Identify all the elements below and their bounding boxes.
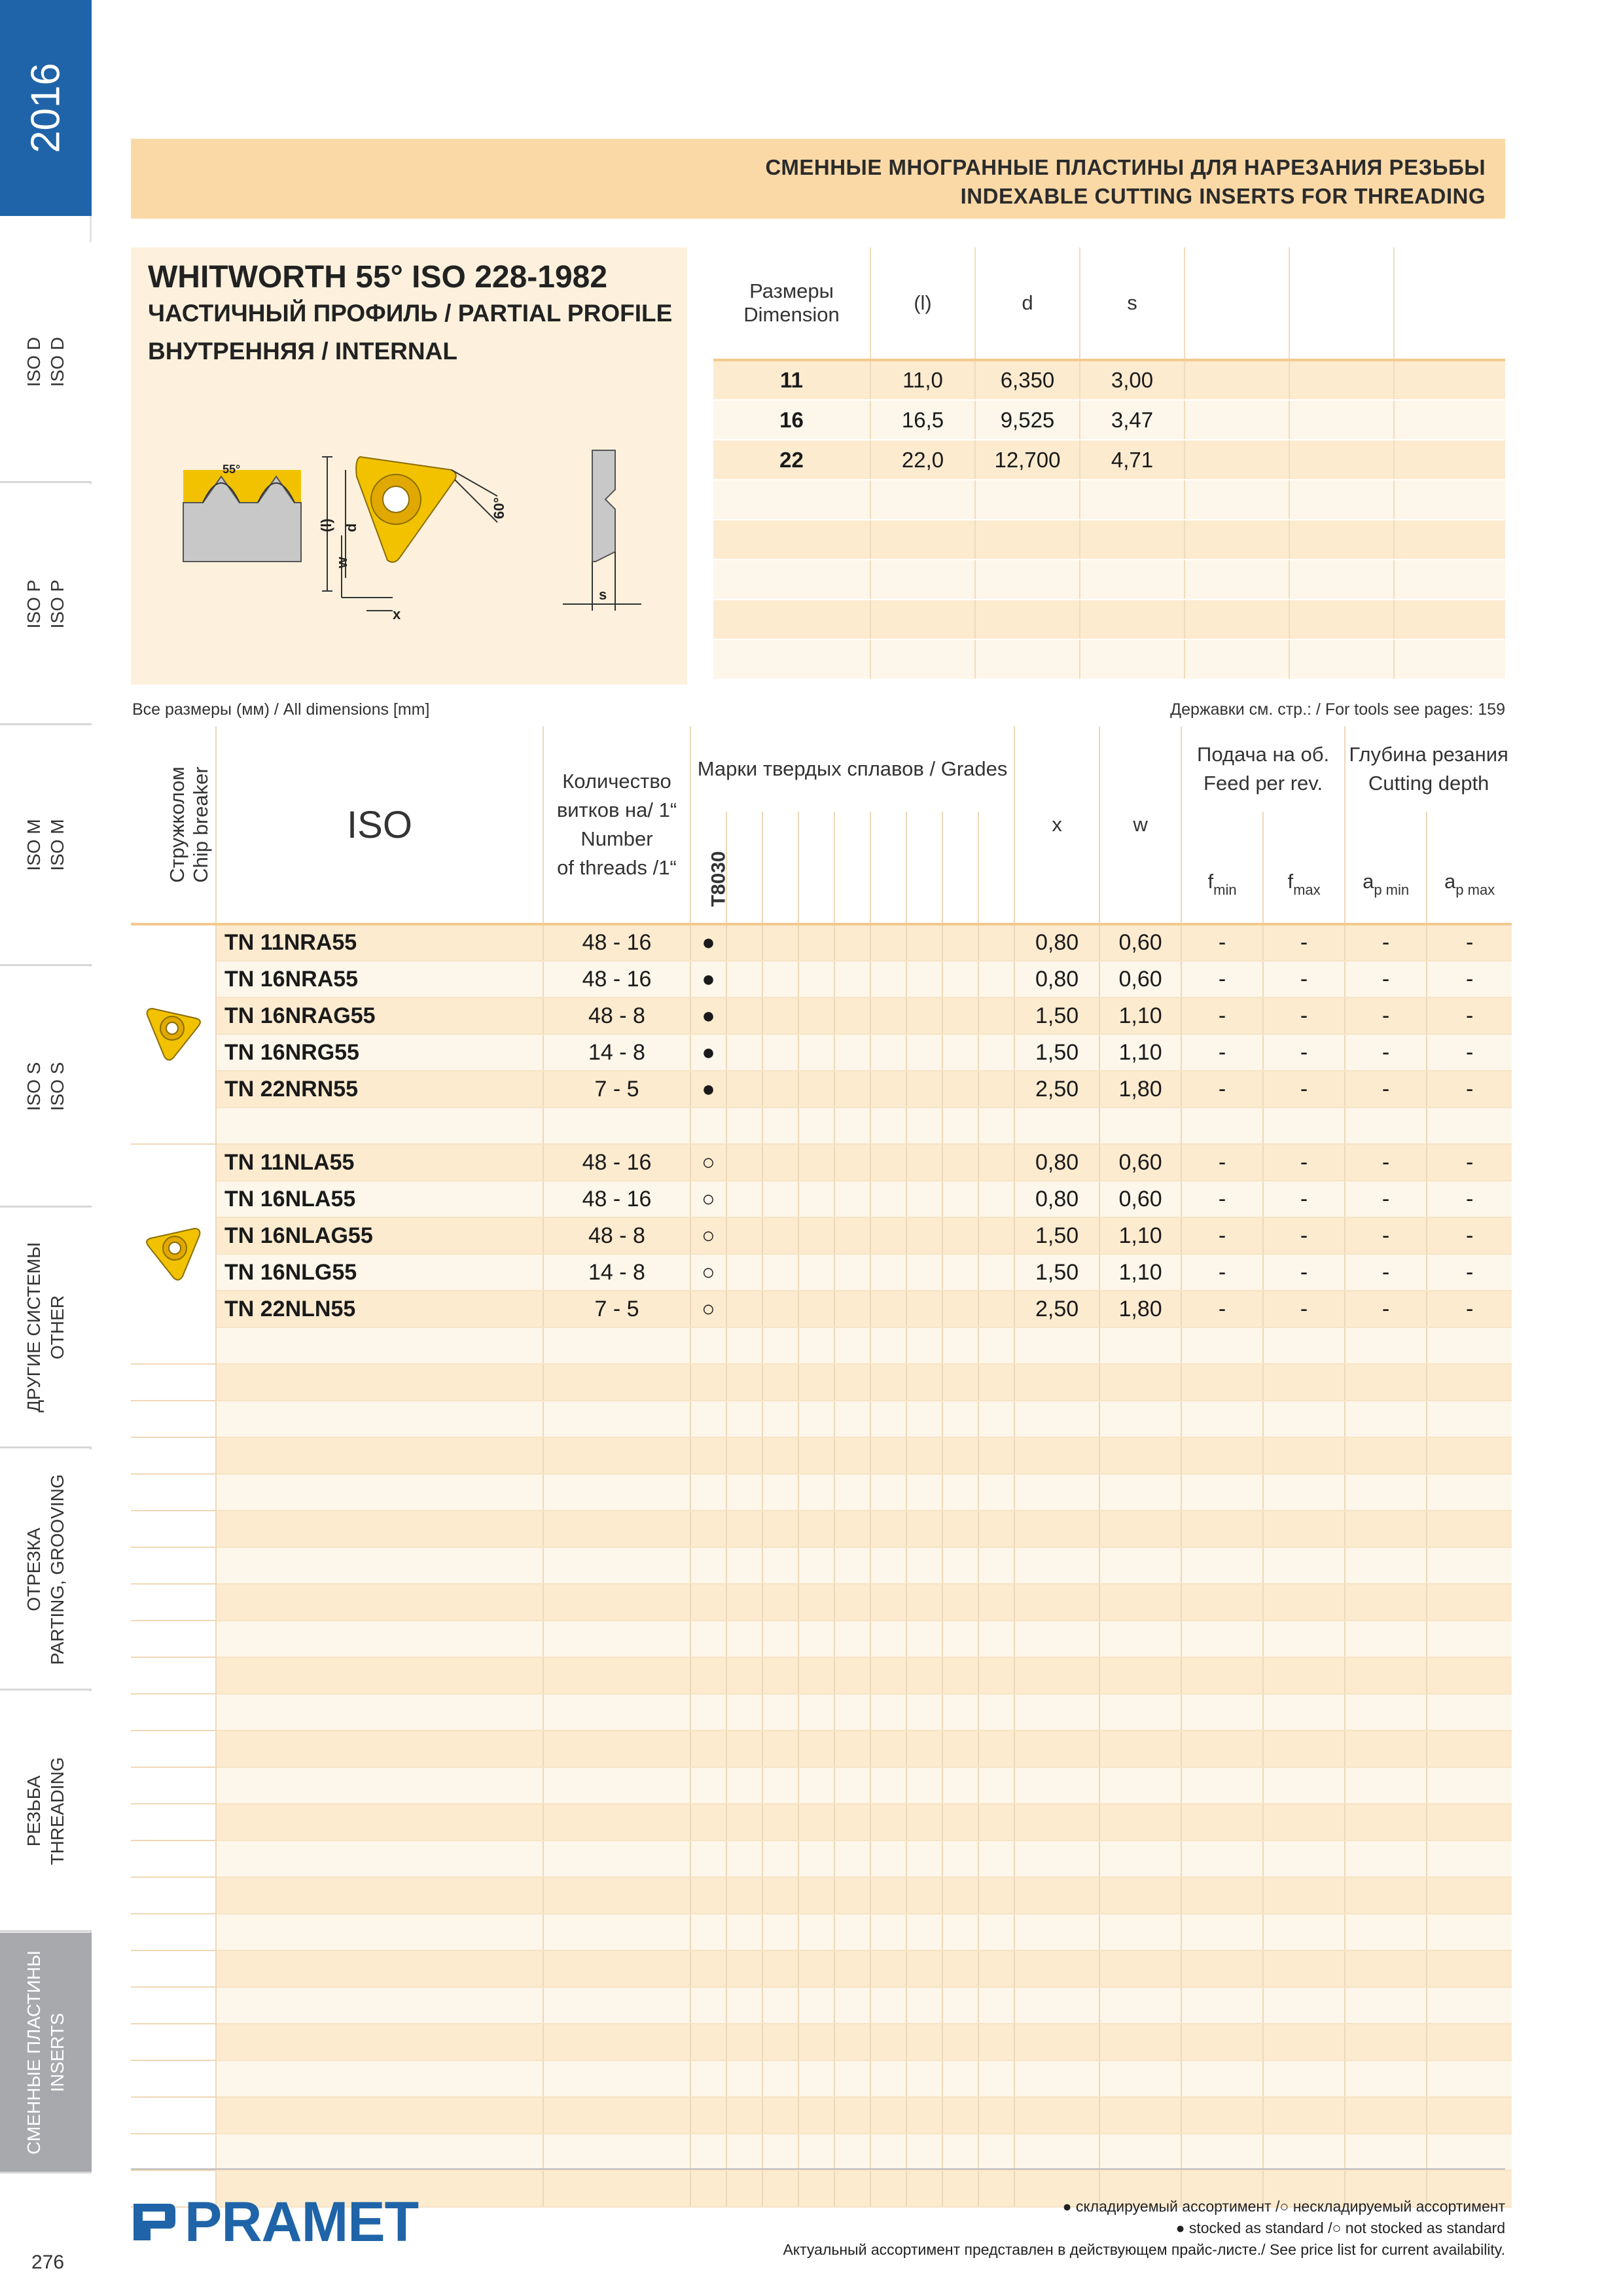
fmax-cell: - <box>1263 1144 1345 1181</box>
w-cell: 1,10 <box>1099 1217 1181 1254</box>
thread-profile-drawing <box>183 463 301 562</box>
empty-row <box>131 1840 1512 1877</box>
threads-cell: 48 - 8 <box>543 997 690 1034</box>
grade-t8030-header: T8030 <box>690 812 726 924</box>
dim-s-label: s <box>599 586 607 603</box>
dimension-cell-l: 16,5 <box>870 400 975 440</box>
apmax-cell: - <box>1427 997 1512 1034</box>
pramet-logo-text: PRAMET <box>185 2191 419 2253</box>
dimension-row <box>713 560 1505 600</box>
apmin-cell: - <box>1345 961 1427 997</box>
empty-row <box>131 1694 1512 1731</box>
dimension-cell-s: 3,47 <box>1080 400 1185 440</box>
insert-code: TN 16NLA55 <box>216 1181 543 1217</box>
threads-cell: 48 - 8 <box>543 1217 690 1254</box>
w-cell: 1,80 <box>1099 1071 1181 1107</box>
grade-t8030-availability: ● <box>690 961 726 997</box>
empty-row <box>131 2060 1512 2097</box>
w-cell: 1,10 <box>1099 1254 1181 1291</box>
apmin-cell: - <box>1345 924 1427 961</box>
apmin-cell: - <box>1345 1034 1427 1071</box>
year-label: 2016 <box>23 63 69 153</box>
spacer-row <box>131 1107 1512 1144</box>
insert-code: TN 16NRAG55 <box>216 997 543 1034</box>
apmax-cell: - <box>1427 1034 1512 1071</box>
insert-row <box>131 924 1512 961</box>
sidebar-tab-1[interactable] <box>0 242 92 483</box>
fmin-cell: - <box>1181 961 1263 997</box>
dim-x-label: x <box>393 606 401 622</box>
empty-row <box>131 1987 1512 2024</box>
grade-t8030-availability: ○ <box>690 1254 726 1291</box>
apmax-header: $a_{p max}$ <box>1444 870 1495 898</box>
apmax-cell: - <box>1427 1254 1512 1291</box>
x-cell: 2,50 <box>1014 1291 1099 1327</box>
x-col-header: x <box>1014 726 1099 924</box>
insert-row <box>131 961 1512 997</box>
page-number: 276 <box>31 2251 65 2273</box>
empty-row <box>131 1401 1512 1437</box>
empty-row <box>131 1474 1512 1511</box>
grade-t8030-availability: ● <box>690 924 726 961</box>
w-cell: 0,60 <box>1099 1144 1181 1181</box>
fmin-cell: - <box>1181 997 1263 1034</box>
empty-row <box>131 1804 1512 1840</box>
empty-row <box>131 1877 1512 1914</box>
sidebar-tab-2[interactable] <box>0 484 92 725</box>
insert-row <box>131 1144 1512 1181</box>
fmin-cell: - <box>1181 924 1263 961</box>
empty-row <box>131 1657 1512 1694</box>
w-cell: 0,60 <box>1099 1181 1181 1217</box>
dimension-cell-l: 11,0 <box>870 360 975 400</box>
insert-code: TN 16NLAG55 <box>216 1217 543 1254</box>
insert-geometry-diagram <box>170 437 668 673</box>
insert-row <box>131 1181 1512 1217</box>
grade-t8030-availability: ● <box>690 997 726 1034</box>
insert-row <box>131 997 1512 1034</box>
sidebar-tab-label: ISO D ISO D <box>24 336 67 387</box>
threads-cell: 48 - 16 <box>543 961 690 997</box>
dimension-col-header: Размеры Dimension <box>713 247 870 360</box>
empty-row <box>131 1511 1512 1547</box>
threads-cell: 14 - 8 <box>543 1034 690 1071</box>
apmax-cell: - <box>1427 1217 1512 1254</box>
page-header <box>131 139 1505 219</box>
apmin-cell: - <box>1345 1291 1427 1327</box>
dimension-row <box>713 400 1505 440</box>
right-hand-insert-icon <box>141 999 206 1064</box>
grade-t8030-availability: ○ <box>690 1217 726 1254</box>
empty-row <box>131 1437 1512 1474</box>
dimension-cell-d: 12,700 <box>975 440 1080 480</box>
dimension-row <box>713 440 1505 480</box>
threads-header: Количество витков на/ 1“ Number of threads /1“ <box>543 726 690 924</box>
grade-t8030-availability: ○ <box>690 1291 726 1327</box>
profile-angle-label: 55° <box>223 463 241 476</box>
sidebar-tab-4[interactable] <box>0 967 92 1208</box>
grade-t8030-availability: ● <box>690 1071 726 1107</box>
w-cell: 0,60 <box>1099 961 1181 997</box>
fmin-cell: - <box>1181 1217 1263 1254</box>
fmin-cell: - <box>1181 1254 1263 1291</box>
insert-code: TN 11NRA55 <box>216 924 543 961</box>
pramet-logo-icon <box>131 2198 178 2246</box>
fmin-header: $f_{min}$ <box>1181 812 1263 924</box>
iso-header: ISO <box>216 726 543 924</box>
apmax-cell: - <box>1427 924 1512 961</box>
threads-cell: 48 - 16 <box>543 1144 690 1181</box>
depth-header: Глубина резания Cutting depth <box>1349 743 1508 795</box>
empty-row <box>131 1767 1512 1804</box>
stock-legend-ru: ● складируемый ассортимент /○ нескладируемый ассортимент <box>1062 2198 1505 2215</box>
x-cell: 1,50 <box>1014 997 1099 1034</box>
thread-standard-title: WHITWORTH 55° ISO 228-1982 <box>148 260 608 295</box>
empty-row <box>131 1364 1512 1401</box>
sidebar-tab-label: ДРУГИЕ СИСТЕМЫ OTHER <box>24 1242 67 1412</box>
tip-angle-label: 60° <box>491 497 507 519</box>
apmax-cell: - <box>1427 1144 1512 1181</box>
empty-row <box>131 2024 1512 2060</box>
insert-code: TN 22NRN55 <box>216 1071 543 1107</box>
s-col-header: s <box>1080 247 1185 360</box>
thread-type-label: ВНУТРЕННЯЯ / INTERNAL <box>148 338 457 365</box>
apmax-cell: - <box>1427 1181 1512 1217</box>
fmin-cell: - <box>1181 1034 1263 1071</box>
chip-breaker-cell <box>131 1144 216 1364</box>
apmin-header: $a_{p min}$ <box>1345 812 1427 924</box>
price-list-note: Актуальный ассортимент представлен в действующем прайс-листе./ See price list for current availability. <box>783 2241 1505 2258</box>
empty-row <box>131 1914 1512 1950</box>
year-badge <box>0 0 92 216</box>
footer-divider <box>131 2168 1505 2170</box>
header-title-en: INDEXABLE CUTTING INSERTS FOR THREADING <box>960 184 1486 208</box>
threads-cell: 14 - 8 <box>543 1254 690 1291</box>
left-hand-insert-icon <box>141 1219 206 1284</box>
apmin-cell: - <box>1345 997 1427 1034</box>
sidebar-tab-label: ISO S ISO S <box>24 1062 67 1111</box>
insert-code: TN 16NRG55 <box>216 1034 543 1071</box>
insert-code: TN 16NRA55 <box>216 961 543 997</box>
w-cell: 0,60 <box>1099 924 1181 961</box>
dimension-cell-key: 11 <box>713 360 870 400</box>
sidebar-tab-label: ISO M ISO M <box>24 818 67 871</box>
sidebar-tab-5[interactable] <box>0 1208 92 1448</box>
insert-table <box>131 726 1512 2208</box>
sidebar-tab-label: ISO P ISO P <box>24 579 67 628</box>
dimension-cell-s: 4,71 <box>1080 440 1185 480</box>
dimension-row <box>713 639 1505 679</box>
empty-row <box>131 1950 1512 1987</box>
insert-row <box>131 1254 1512 1291</box>
sidebar-tab-label: ОТРЕЗКА PARTING, GROOVING <box>24 1473 67 1665</box>
apmin-cell: - <box>1345 1217 1427 1254</box>
x-cell: 1,50 <box>1014 1217 1099 1254</box>
threads-cell: 48 - 16 <box>543 1181 690 1217</box>
apmin-cell: - <box>1345 1181 1427 1217</box>
apmax-cell: - <box>1427 961 1512 997</box>
sidebar-tab-label: СМЕННЫЕ ПЛАСТИНЫ INSERTS <box>24 1950 67 2155</box>
empty-row <box>131 1547 1512 1584</box>
header-title-ru: СМЕННЫЕ МНОГРАННЫЕ ПЛАСТИНЫ ДЛЯ НАРЕЗАНИЯ РЕЗЬБЫ <box>765 155 1486 179</box>
insert-code: TN 22NLN55 <box>216 1291 543 1327</box>
dimension-cell-key: 22 <box>713 440 870 480</box>
insert-top-view <box>356 457 455 562</box>
insert-row <box>131 1291 1512 1327</box>
feed-header: Подача на об. Feed per rev. <box>1181 726 1345 812</box>
dimension-table <box>713 247 1505 680</box>
dimension-row <box>713 480 1505 520</box>
l-col-header: (l) <box>870 247 975 360</box>
fmax-cell: - <box>1263 1217 1345 1254</box>
insert-code: TN 16NLG55 <box>216 1254 543 1291</box>
dimension-row <box>713 360 1505 400</box>
w-cell: 1,80 <box>1099 1291 1181 1327</box>
tools-pages-note: Державки см. стр.: / For tools see pages: 159 <box>1170 700 1505 719</box>
insert-row <box>131 1034 1512 1071</box>
fmin-cell: - <box>1181 1181 1263 1217</box>
chip-breaker-cell <box>131 924 216 1144</box>
grade-t8030-availability: ● <box>690 1034 726 1071</box>
dim-w-label: w <box>334 556 350 568</box>
x-cell: 2,50 <box>1014 1071 1099 1107</box>
apmin-cell: - <box>1345 1254 1427 1291</box>
x-cell: 1,50 <box>1014 1034 1099 1071</box>
apmax-cell: - <box>1427 1071 1512 1107</box>
empty-row <box>131 1621 1512 1657</box>
threads-cell: 7 - 5 <box>543 1071 690 1107</box>
fmin-cell: - <box>1181 1144 1263 1181</box>
fmin-cell: - <box>1181 1071 1263 1107</box>
w-cell: 1,10 <box>1099 997 1181 1034</box>
grade-t8030-availability: ○ <box>690 1144 726 1181</box>
fmax-cell: - <box>1263 1181 1345 1217</box>
dimension-row <box>713 520 1505 560</box>
threads-cell: 7 - 5 <box>543 1291 690 1327</box>
spacer-row <box>131 1327 1512 1364</box>
fmax-cell: - <box>1263 1254 1345 1291</box>
w-col-header: w <box>1099 726 1181 924</box>
apmax-cell: - <box>1427 1291 1512 1327</box>
dim-d-label: d <box>343 523 359 532</box>
x-cell: 0,80 <box>1014 1144 1099 1181</box>
empty-row <box>131 1731 1512 1767</box>
fmax-cell: - <box>1263 961 1345 997</box>
dimension-cell-s: 3,00 <box>1080 360 1185 400</box>
dimension-cell-d: 6,350 <box>975 360 1080 400</box>
insert-code: TN 11NLA55 <box>216 1144 543 1181</box>
d-col-header: d <box>975 247 1080 360</box>
apmin-cell: - <box>1345 1144 1427 1181</box>
insert-row <box>131 1071 1512 1107</box>
dimension-cell-key: 16 <box>713 400 870 440</box>
dimension-cell-l: 22,0 <box>870 440 975 480</box>
grade-t8030-availability: ○ <box>690 1181 726 1217</box>
x-cell: 0,80 <box>1014 924 1099 961</box>
pramet-logo <box>131 2191 419 2253</box>
sidebar-tab-3[interactable] <box>0 725 92 966</box>
x-cell: 1,50 <box>1014 1254 1099 1291</box>
threads-cell: 48 - 16 <box>543 924 690 961</box>
sidebar-tab-7[interactable] <box>0 1691 92 1932</box>
fmax-cell: - <box>1263 1071 1345 1107</box>
dimension-cell-d: 9,525 <box>975 400 1080 440</box>
fmin-cell: - <box>1181 1291 1263 1327</box>
dimension-table-header <box>713 247 1505 360</box>
sidebar-tab-6[interactable] <box>0 1450 92 1691</box>
fmax-cell: - <box>1263 924 1345 961</box>
empty-row <box>131 2134 1512 2170</box>
profile-label: ЧАСТИЧНЫЙ ПРОФИЛЬ / PARTIAL PROFILE <box>148 300 673 327</box>
dim-l-label: (l) <box>318 518 334 532</box>
stock-legend-en: ● stocked as standard /○ not stocked as standard <box>1175 2219 1505 2236</box>
x-cell: 0,80 <box>1014 961 1099 997</box>
empty-row <box>131 1584 1512 1621</box>
chip-breaker-header: Стружколом Chip breaker <box>131 726 216 924</box>
insert-table-header-top <box>131 726 1512 812</box>
fmax-header: $f_{max}$ <box>1263 812 1345 924</box>
dimensions-note: Все размеры (мм) / All dimensions [mm] <box>132 700 430 719</box>
fmax-cell: - <box>1263 1034 1345 1071</box>
empty-row <box>131 2097 1512 2134</box>
dimension-row <box>713 600 1505 639</box>
thread-info-panel <box>131 247 687 685</box>
sidebar-tab-label: РЕЗЬБА THREADING <box>24 1757 67 1865</box>
fmax-cell: - <box>1263 1291 1345 1327</box>
grades-header: Марки твердых сплавов / Grades <box>690 726 1014 812</box>
apmin-cell: - <box>1345 1071 1427 1107</box>
insert-row <box>131 1217 1512 1254</box>
sidebar-tab-8[interactable] <box>0 1933 92 2174</box>
w-cell: 1,10 <box>1099 1034 1181 1071</box>
x-cell: 0,80 <box>1014 1181 1099 1217</box>
fmax-cell: - <box>1263 997 1345 1034</box>
